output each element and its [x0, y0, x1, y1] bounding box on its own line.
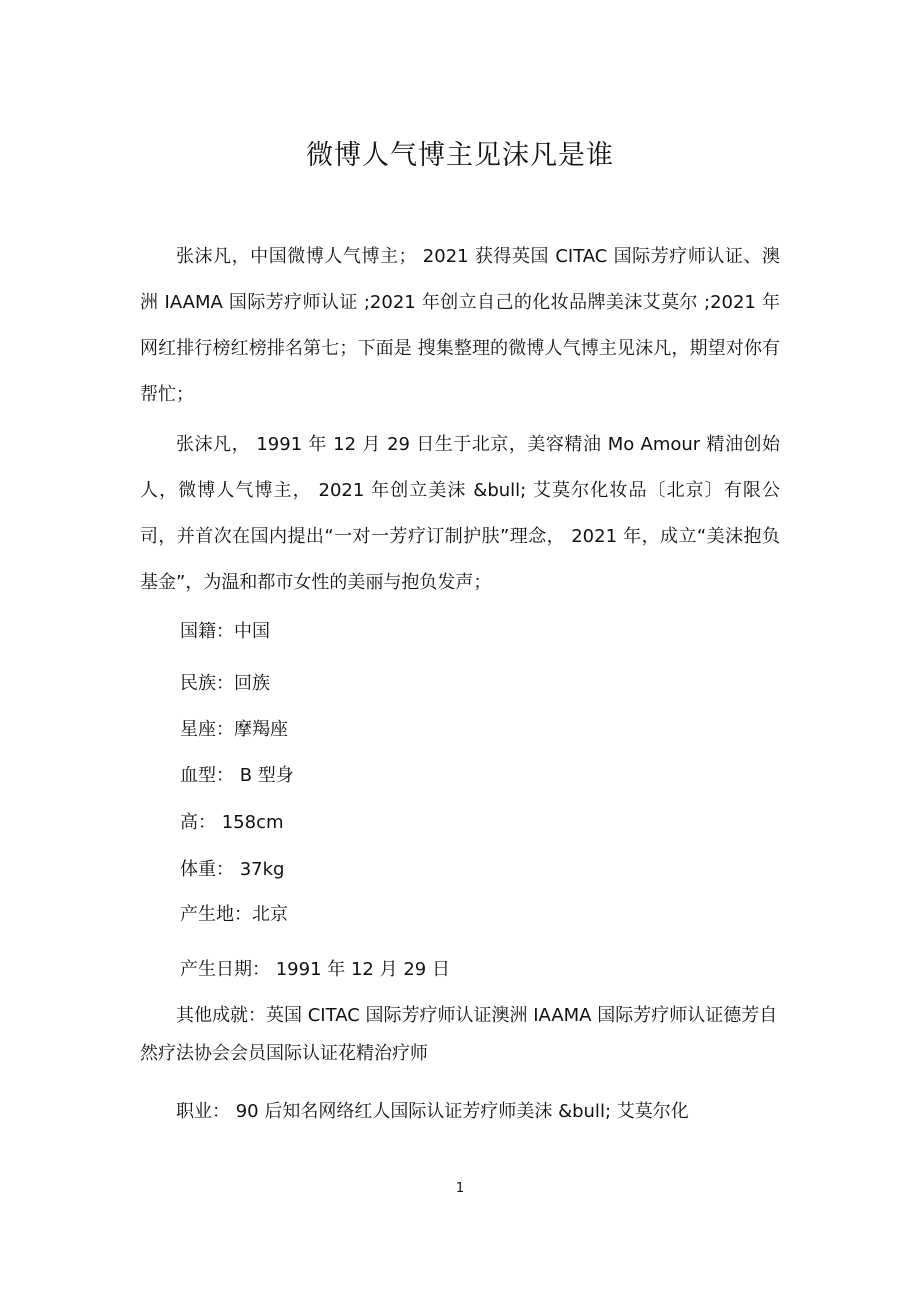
intro-paragraph: [140, 234, 780, 418]
field-height: 高： 158cm: [180, 812, 284, 833]
paragraph-text: 张沫凡，中国微博人气博主； 2021 获得英国 CITAC 国际芳疗师认证、澳洲 IAAMA 国际芳疗师认证 ;2021 年创立自己的化妆品牌美沫艾莫尔 ;2021 年网红排行榜红榜排名第七；下面是 搜集整理的微博人气博主见沫凡，期望对你有帮忙；: [140, 246, 780, 405]
paragraph-text: 张沫凡， 1991 年 12 月 29 日生于北京，美容精油 Mo Amour 精油创始人，微博人气博主， 2021 年创立美沫 &bull; 艾莫尔化妆品〔北京〕有限公司，并首次在国内提出“一对一芳疗订制护肤”理念， 2021 年，成立“美沫抱负基金”，为温和都市女性的美丽与抱负发声；: [140, 434, 780, 593]
occupation-paragraph: 职业： 90 后知名网络红人国际认证芳疗师美沫 &bull; 艾莫尔化: [176, 1101, 689, 1122]
field-birthplace: 产生地：北京: [180, 904, 288, 925]
achievements-paragraph: 其他成就：英国 CITAC 国际芳疗师认证澳洲 IAAMA 国际芳疗师认证德芳自然疗法协会会员国际认证花精治疗师: [140, 1005, 778, 1064]
field-blood-type: 血型： B 型身: [180, 765, 294, 786]
page-number: 1: [455, 1181, 465, 1196]
page-title: 微博人气博主见沫凡是谁: [306, 140, 614, 171]
field-ethnicity: 民族：回族: [180, 673, 270, 694]
field-zodiac: 星座：摩羯座: [180, 719, 288, 740]
field-birthdate: 产生日期： 1991 年 12 月 29 日: [180, 959, 450, 980]
field-nationality: 国籍：中国: [180, 621, 270, 642]
bio-paragraph: [140, 422, 780, 606]
field-weight: 体重： 37kg: [180, 859, 285, 880]
